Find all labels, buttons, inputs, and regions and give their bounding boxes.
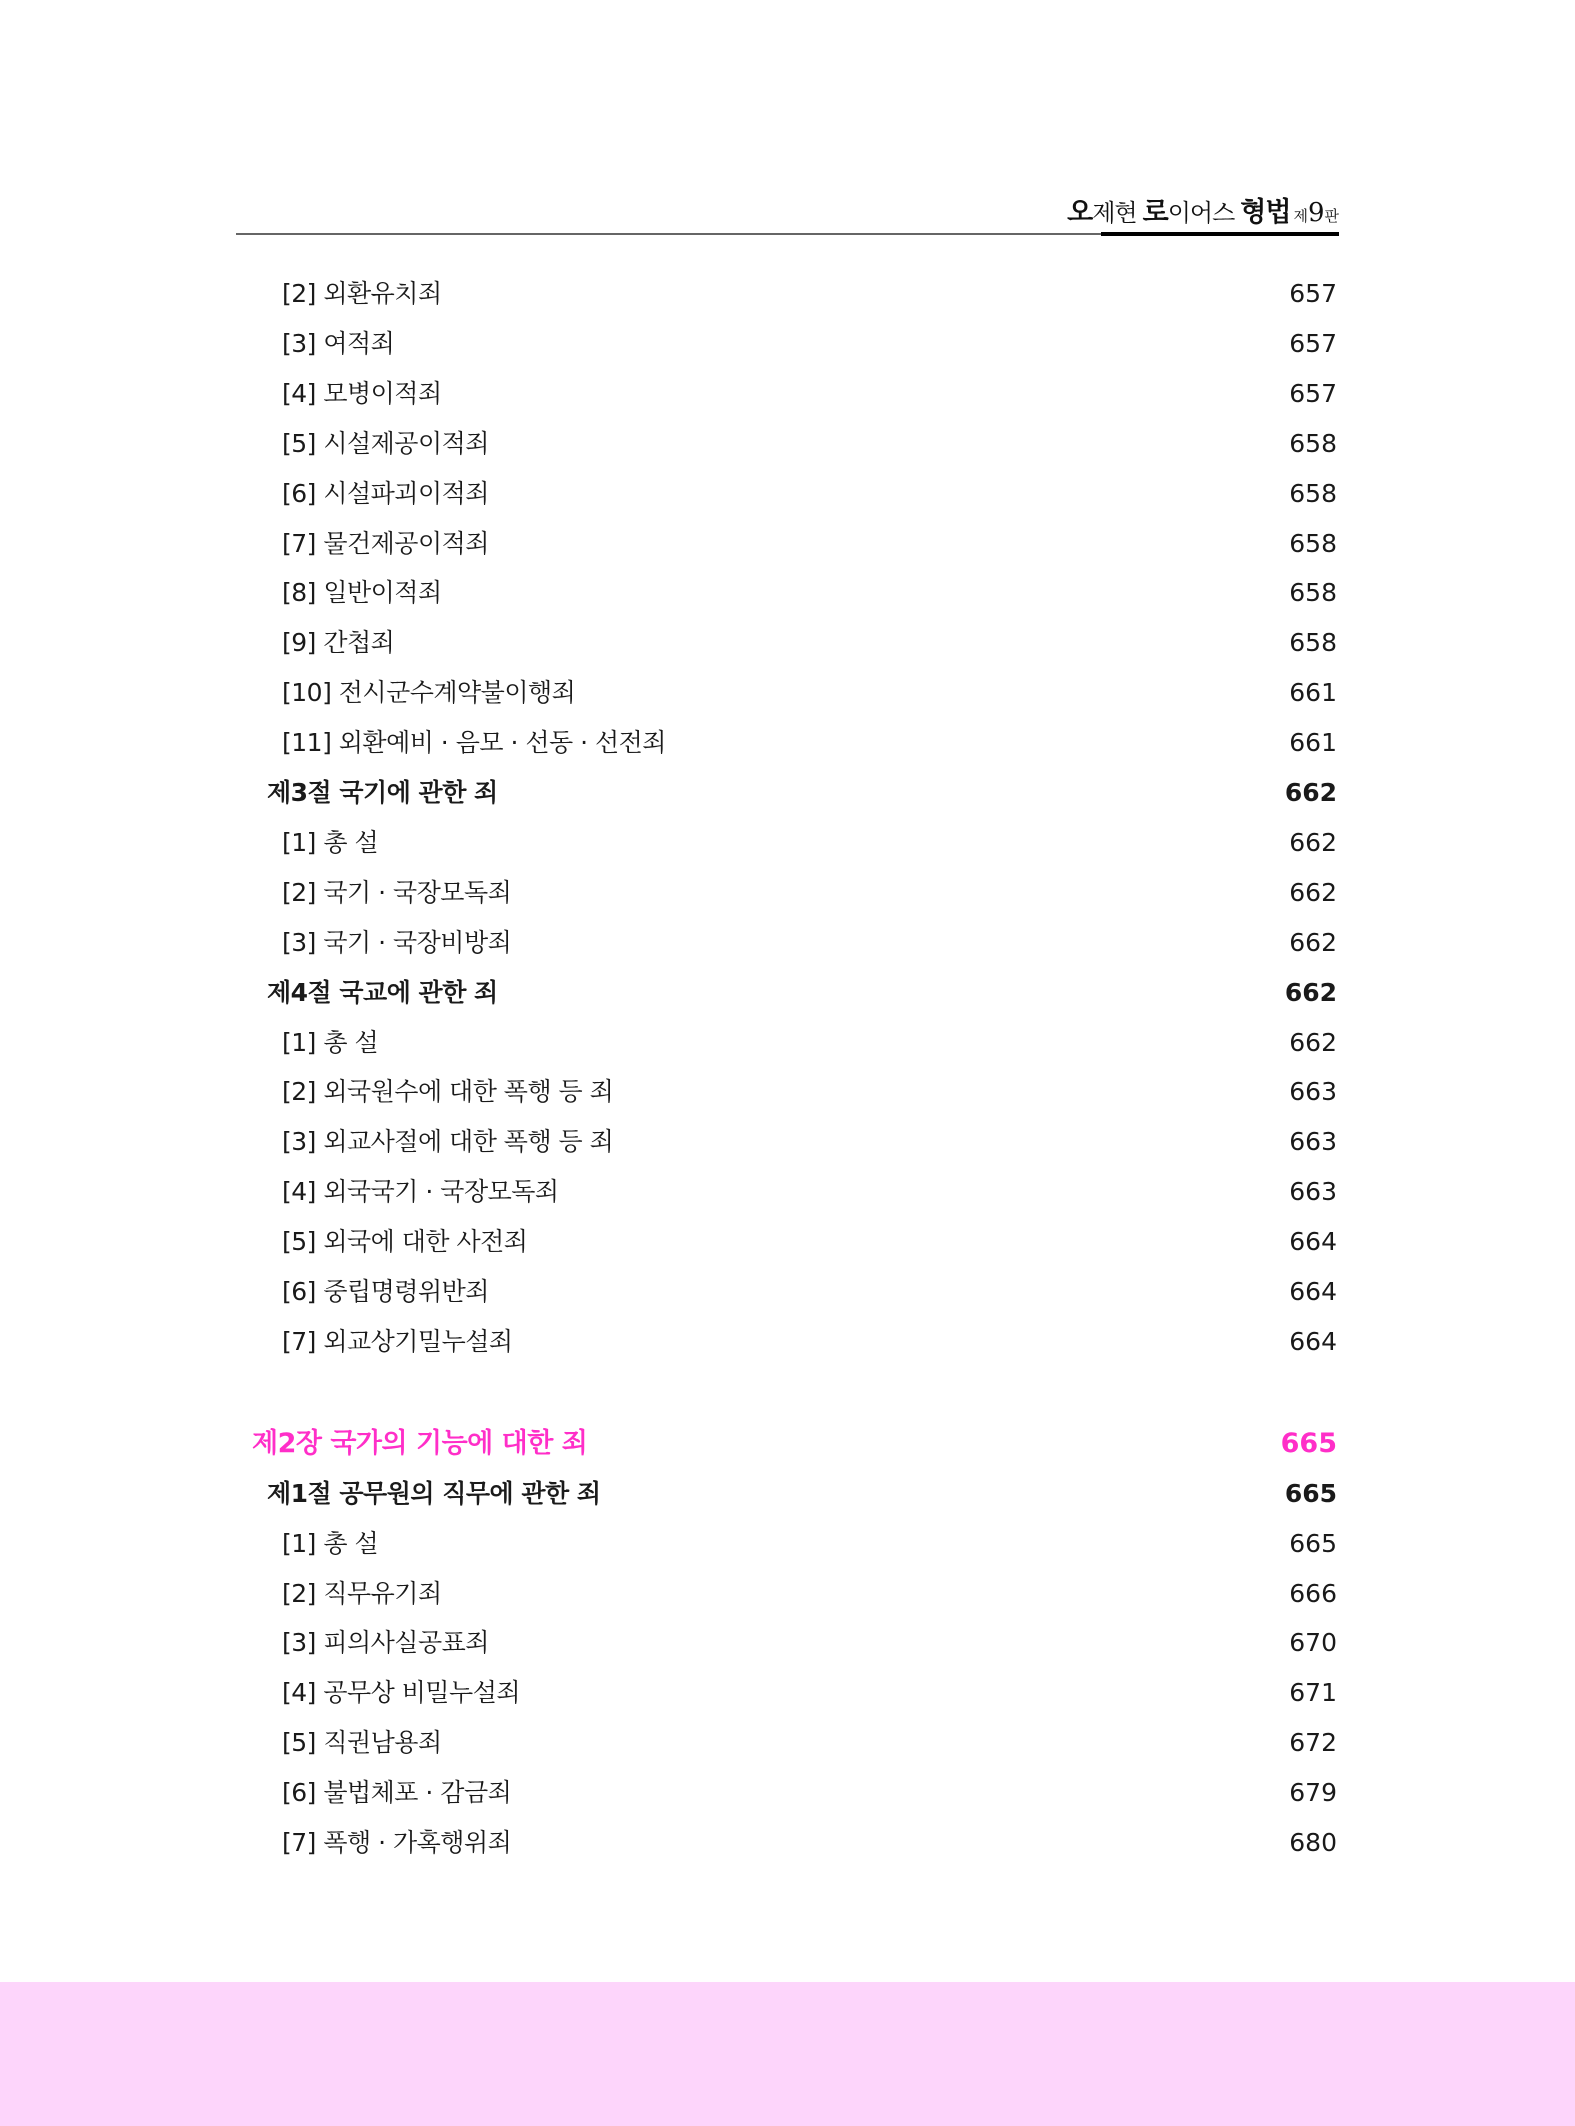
- toc-item: [0, 1673, 1575, 1713]
- toc-label: [4] 공무상 비밀누설죄: [282, 1678, 521, 1707]
- toc-page-number: 658: [1289, 479, 1337, 508]
- toc-page-number: 663: [1289, 1177, 1337, 1206]
- toc-item: [0, 923, 1575, 963]
- toc-label: [3] 여적죄: [282, 329, 395, 358]
- toc-page-number: 672: [1289, 1728, 1337, 1757]
- header-rule-accent: [1101, 232, 1339, 236]
- toc-page-number: 664: [1289, 1227, 1337, 1256]
- toc-page-number: 670: [1289, 1628, 1337, 1657]
- toc-page-number: 665: [1289, 1529, 1337, 1558]
- toc-page-number: 662: [1284, 978, 1337, 1007]
- toc-label: [2] 외국원수에 대한 폭행 등 죄: [282, 1077, 614, 1106]
- brand-ioes: 이어스: [1167, 199, 1235, 227]
- brand-name: 제현: [1092, 199, 1137, 227]
- toc-page-number: 657: [1289, 329, 1337, 358]
- header-brand: [1067, 190, 1339, 228]
- toc-section: [0, 773, 1575, 813]
- toc-label: [4] 외국국기 · 국장모독죄: [282, 1177, 559, 1206]
- toc-item: [0, 823, 1575, 863]
- toc-item: [0, 1222, 1575, 1262]
- toc-item: [0, 1623, 1575, 1663]
- toc-item: [0, 1322, 1575, 1362]
- toc-page-number: 657: [1289, 379, 1337, 408]
- toc-page-number: 679: [1289, 1778, 1337, 1807]
- toc-label: [2] 국기 · 국장모독죄: [282, 878, 512, 907]
- toc-page-number: 665: [1284, 1479, 1337, 1508]
- toc-label: [1] 총 설: [282, 1529, 379, 1558]
- toc-page-number: 664: [1289, 1327, 1337, 1356]
- toc-page-number: 661: [1289, 678, 1337, 707]
- toc-label: [5] 외국에 대한 사전죄: [282, 1227, 528, 1256]
- toc-label: [6] 중립명령위반죄: [282, 1277, 489, 1306]
- toc-page-number: 665: [1280, 1428, 1337, 1459]
- toc-label: [5] 직권남용죄: [282, 1728, 442, 1757]
- toc-item: [0, 573, 1575, 613]
- toc-label: [1] 총 설: [282, 828, 379, 857]
- toc-chapter: [0, 1424, 1575, 1464]
- toc-item: [0, 1524, 1575, 1564]
- toc-item: [0, 1272, 1575, 1312]
- toc-label: [2] 직무유기죄: [282, 1579, 442, 1608]
- toc-item: [0, 1122, 1575, 1162]
- toc-item: [0, 1823, 1575, 1863]
- toc-label: [6] 불법체포 · 감금죄: [282, 1778, 512, 1807]
- brand-ro: 로: [1142, 197, 1168, 228]
- toc-section: [0, 1474, 1575, 1514]
- toc-label: [11] 외환예비 · 음모 · 선동 · 선전죄: [282, 728, 666, 757]
- toc-label: 제4절 국교에 관한 죄: [267, 978, 498, 1007]
- toc-label: [4] 모병이적죄: [282, 379, 442, 408]
- toc-item: [0, 524, 1575, 564]
- brand-subject: 형법: [1240, 197, 1291, 228]
- toc-item: [0, 274, 1575, 314]
- toc-page-number: 666: [1289, 1579, 1337, 1608]
- toc-label: [3] 피의사실공표죄: [282, 1628, 489, 1657]
- toc-page-number: 663: [1289, 1127, 1337, 1156]
- toc-label: [3] 국기 · 국장비방죄: [282, 928, 512, 957]
- toc-page-number: 671: [1289, 1678, 1337, 1707]
- toc-label: [2] 외환유치죄: [282, 279, 442, 308]
- toc-page-number: 658: [1289, 429, 1337, 458]
- toc-label: [7] 폭행 · 가혹행위죄: [282, 1828, 512, 1857]
- toc-item: [0, 873, 1575, 913]
- toc-page-number: 658: [1289, 628, 1337, 657]
- toc-page-number: 662: [1284, 778, 1337, 807]
- toc-label: 제3절 국기에 관한 죄: [267, 778, 498, 807]
- toc-item: [0, 1574, 1575, 1614]
- toc-page-number: 680: [1289, 1828, 1337, 1857]
- toc-label: [3] 외교사절에 대한 폭행 등 죄: [282, 1127, 614, 1156]
- toc-page-number: 662: [1289, 878, 1337, 907]
- brand-o: 오: [1067, 197, 1093, 228]
- edition-post: 판: [1324, 207, 1339, 225]
- toc-label: 제1절 공무원의 직무에 관한 죄: [267, 1479, 601, 1508]
- toc-item: [0, 424, 1575, 464]
- footer-band: [0, 1982, 1575, 2126]
- toc-item: [0, 324, 1575, 364]
- toc-label: [9] 간첩죄: [282, 628, 395, 657]
- toc-page-number: 658: [1289, 578, 1337, 607]
- toc-label: [7] 외교상기밀누설죄: [282, 1327, 513, 1356]
- toc-page-number: 658: [1289, 529, 1337, 558]
- edition-number: 9: [1307, 198, 1325, 228]
- toc-label: [8] 일반이적죄: [282, 578, 442, 607]
- toc-item: [0, 1072, 1575, 1112]
- toc-page-number: 662: [1289, 928, 1337, 957]
- toc-page-number: 661: [1289, 728, 1337, 757]
- toc-label: [5] 시설제공이적죄: [282, 429, 489, 458]
- toc-item: [0, 1723, 1575, 1763]
- toc-page-number: 662: [1289, 828, 1337, 857]
- toc-item: [0, 623, 1575, 663]
- toc-page-number: 657: [1289, 279, 1337, 308]
- edition-pre: 제: [1293, 207, 1308, 225]
- toc-section: [0, 973, 1575, 1013]
- toc-item: [0, 1172, 1575, 1212]
- toc-item: [0, 673, 1575, 713]
- toc-label: [1] 총 설: [282, 1028, 379, 1057]
- toc-item: [0, 474, 1575, 514]
- toc-page-number: 664: [1289, 1277, 1337, 1306]
- toc-label: [10] 전시군수계약불이행죄: [282, 678, 576, 707]
- toc-item: [0, 723, 1575, 763]
- toc-page-number: 663: [1289, 1077, 1337, 1106]
- toc-label: [7] 물건제공이적죄: [282, 529, 489, 558]
- toc-page-number: 662: [1289, 1028, 1337, 1057]
- toc-item: [0, 374, 1575, 414]
- toc-item: [0, 1023, 1575, 1063]
- toc-label: 제2장 국가의 기능에 대한 죄: [252, 1428, 588, 1459]
- toc-item: [0, 1773, 1575, 1813]
- toc-label: [6] 시설파괴이적죄: [282, 479, 489, 508]
